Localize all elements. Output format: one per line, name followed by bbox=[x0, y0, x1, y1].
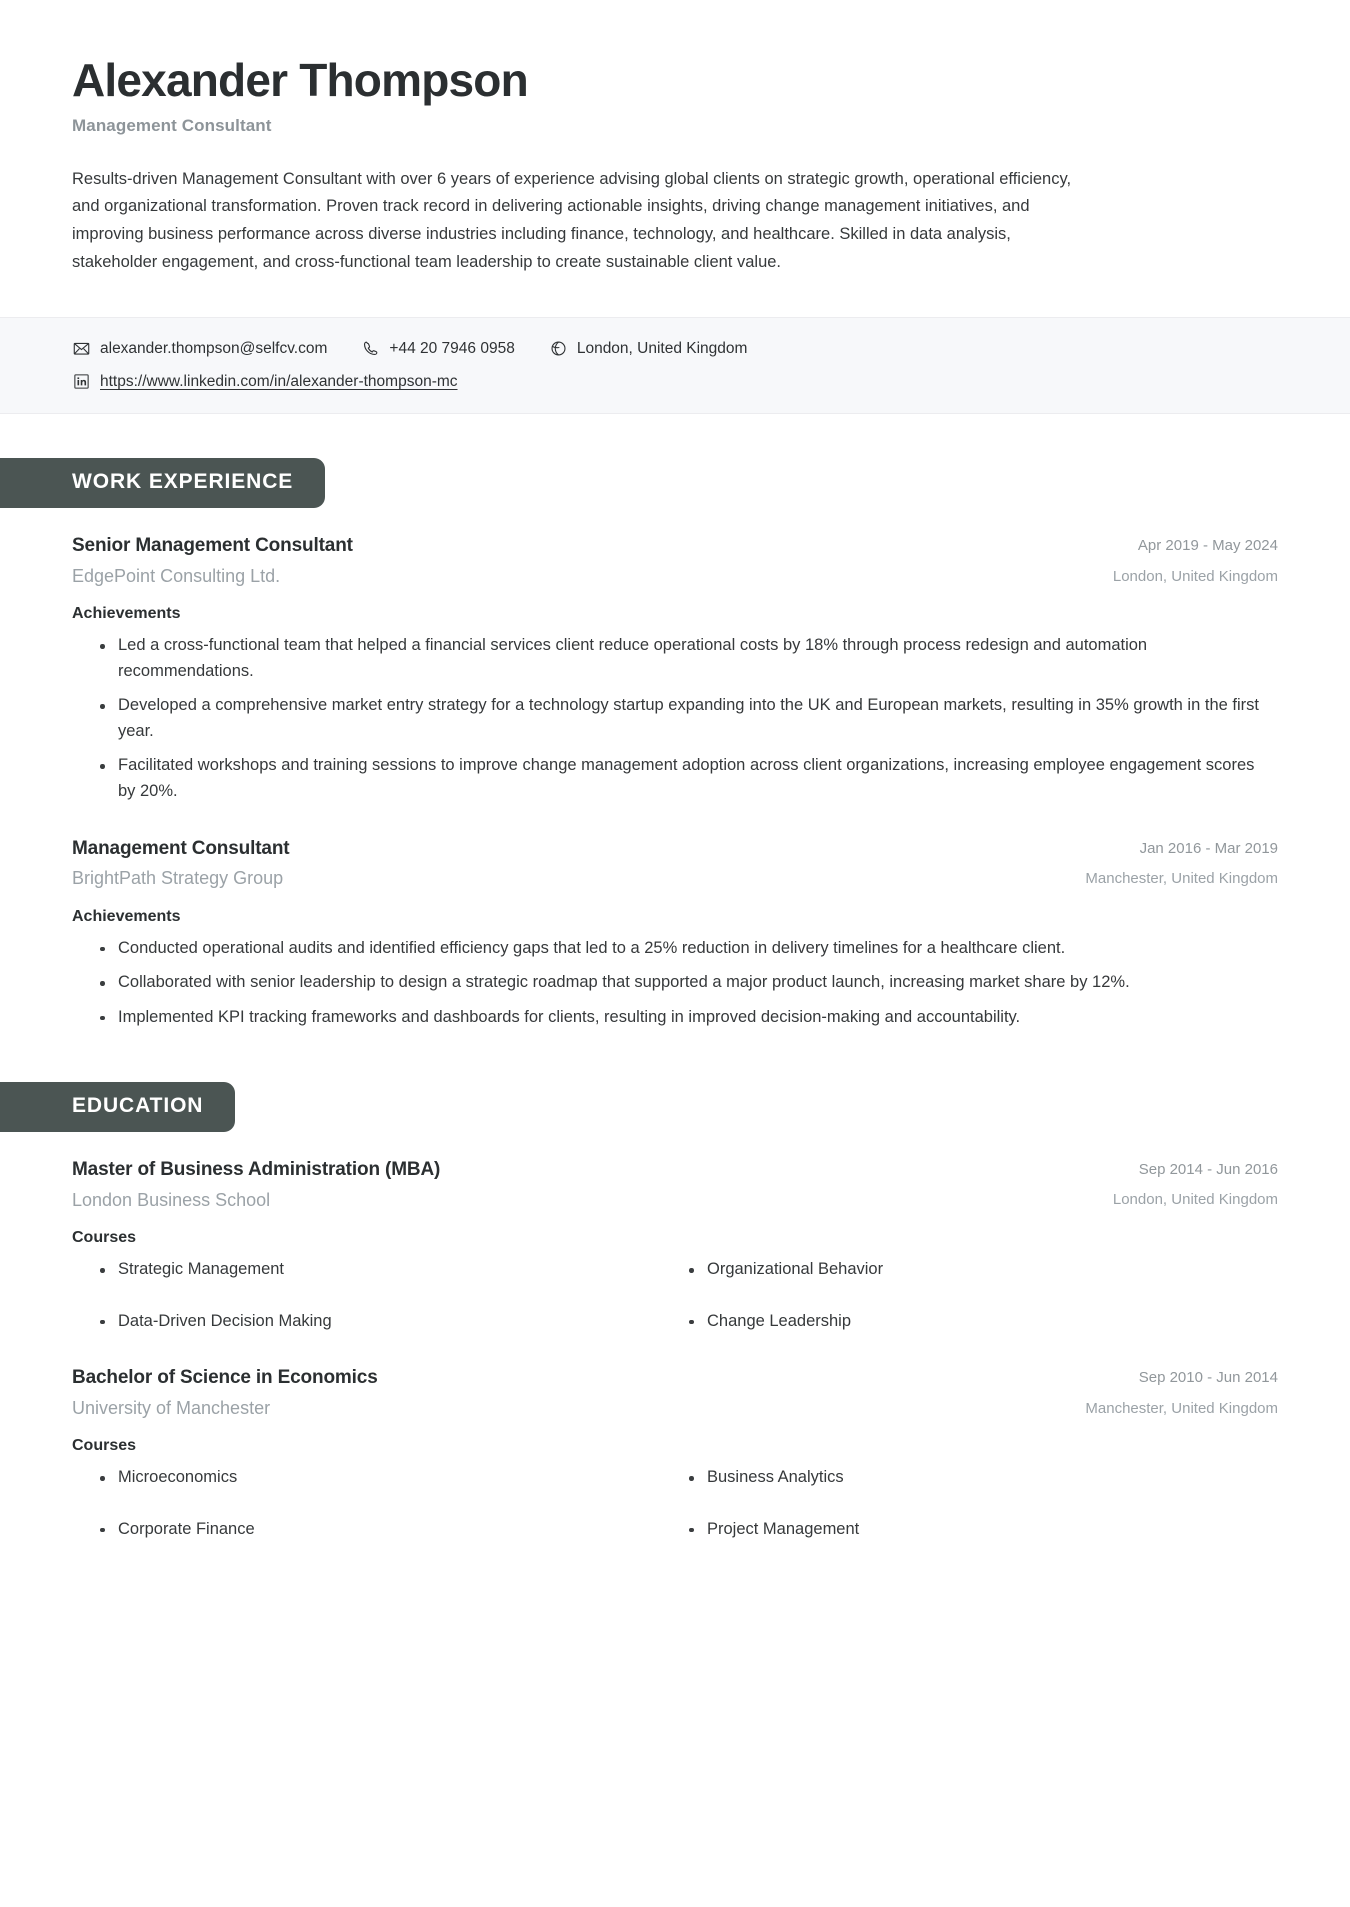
section-body-education bbox=[0, 1158, 1350, 1568]
course-item: Corporate Finance bbox=[118, 1517, 689, 1543]
education-entry-right bbox=[1085, 1366, 1278, 1418]
work-entry-left bbox=[72, 837, 1061, 891]
education-entry-courses-label: Courses bbox=[72, 1437, 137, 1455]
linkedin-icon bbox=[72, 372, 91, 391]
achievement-item: Implemented KPI tracking frameworks and dashboards for clients, resulting in improved decision-making and accountability. bbox=[118, 1005, 1278, 1031]
course-item: Change Leadership bbox=[707, 1309, 1278, 1335]
course-item: Organizational Behavior bbox=[707, 1257, 1278, 1283]
contact-phone-text: +44 20 7946 0958 bbox=[389, 339, 515, 357]
contact-email-text: alexander.thompson@selfcv.com bbox=[100, 339, 328, 357]
work-entry-title: Senior Management Consultant bbox=[72, 535, 353, 557]
education-entry-left bbox=[72, 1366, 1061, 1420]
section-badge-education: EDUCATION bbox=[0, 1082, 235, 1132]
work-entry-left bbox=[72, 534, 1089, 588]
contact-bar bbox=[0, 317, 1350, 414]
education-entry-degree: Bachelor of Science in Economics bbox=[72, 1367, 378, 1389]
course-item: Project Management bbox=[707, 1517, 1278, 1543]
work-entry-location: London, United Kingdom bbox=[1112, 567, 1278, 585]
education-entry bbox=[72, 1366, 1278, 1568]
work-entry-organization: BrightPath Strategy Group bbox=[72, 868, 284, 889]
education-entry-date: Sep 2014 - Jun 2016 bbox=[1138, 1160, 1278, 1178]
education-entry-courses-list bbox=[72, 1465, 1278, 1568]
education-entry bbox=[72, 1158, 1278, 1360]
contact-email[interactable] bbox=[72, 339, 327, 358]
contact-linkedin-text[interactable]: https://www.linkedin.com/in/alexander-thompson-mc bbox=[100, 372, 458, 390]
education-entry-courses-label: Courses bbox=[72, 1229, 137, 1247]
work-entry-right bbox=[1113, 534, 1278, 586]
achievement-item: Collaborated with senior leadership to design a strategic roadmap that supported a major product launch, increasing market share by 12%. bbox=[118, 970, 1278, 996]
work-entry-location: Manchester, United Kingdom bbox=[1085, 870, 1278, 888]
course-item: Business Analytics bbox=[707, 1465, 1278, 1491]
contact-row-primary bbox=[72, 339, 1278, 358]
candidate-job-title: Management Consultant bbox=[72, 115, 272, 135]
achievement-item: Conducted operational audits and identified efficiency gaps that led to a 25% reduction in delivery timelines for a healthcare client. bbox=[118, 936, 1278, 962]
envelope-icon bbox=[72, 339, 91, 358]
course-item: Strategic Management bbox=[118, 1257, 689, 1283]
work-entry-achievements-label: Achievements bbox=[72, 605, 181, 623]
education-entry-right bbox=[1113, 1158, 1278, 1210]
contact-linkedin[interactable] bbox=[72, 372, 458, 391]
contact-phone[interactable] bbox=[361, 339, 514, 358]
achievement-item: Developed a comprehensive market entry strategy for a technology startup expanding into the UK and European markets, resulting in 35% growth in the first year. bbox=[118, 693, 1278, 744]
work-entry-head bbox=[72, 837, 1278, 891]
professional-summary: Results-driven Management Consultant with over 6 years of experience advising global clients on strategic growth, operational efficiency, and organizational transformation. Proven track record in delivering actionable insights, driving change management initiatives, and improving business performance across diverse industries including finance, technology, and healthcare. Skilled in data analysis, stakeholder engagement, and cross-functional team leadership to create sustainable client value. bbox=[72, 169, 1072, 271]
section-work-experience bbox=[0, 458, 1350, 1030]
education-entry-degree: Master of Business Administration (MBA) bbox=[72, 1158, 441, 1180]
education-entry-school: University of Manchester bbox=[72, 1397, 271, 1418]
work-entry-achievements-list bbox=[72, 633, 1278, 804]
resume-header bbox=[0, 0, 1350, 276]
work-entry-date: Apr 2019 - May 2024 bbox=[1137, 537, 1278, 555]
education-entry-school: London Business School bbox=[72, 1189, 271, 1210]
phone-icon bbox=[361, 339, 380, 358]
globe-pin-icon bbox=[549, 339, 568, 358]
contact-row-secondary bbox=[72, 372, 1278, 391]
achievement-item: Facilitated workshops and training sessions to improve change management adoption across client organizations, increasing employee engagement scores by 20%. bbox=[118, 753, 1278, 804]
work-entry-right bbox=[1085, 837, 1278, 889]
achievement-item: Led a cross-functional team that helped a financial services client reduce operational costs by 18% through process redesign and automation recommendations. bbox=[118, 633, 1278, 684]
work-entry bbox=[72, 534, 1278, 804]
section-badge-work-experience: WORK EXPERIENCE bbox=[0, 458, 325, 508]
work-entry-achievements-list bbox=[72, 936, 1278, 1031]
education-entry-head bbox=[72, 1158, 1278, 1212]
course-item: Microeconomics bbox=[118, 1465, 689, 1491]
course-item: Data-Driven Decision Making bbox=[118, 1309, 689, 1335]
section-body-work-experience bbox=[0, 534, 1350, 1030]
contact-location-text: London, United Kingdom bbox=[576, 339, 748, 357]
education-entry-location: Manchester, United Kingdom bbox=[1085, 1399, 1278, 1417]
education-entry-left bbox=[72, 1158, 1089, 1212]
work-entry-organization: EdgePoint Consulting Ltd. bbox=[72, 565, 281, 586]
education-entry-head bbox=[72, 1366, 1278, 1420]
section-education bbox=[0, 1082, 1350, 1568]
work-entry-title: Management Consultant bbox=[72, 837, 290, 859]
work-entry-head bbox=[72, 534, 1278, 588]
work-entry bbox=[72, 837, 1278, 1031]
work-entry-achievements-label: Achievements bbox=[72, 907, 181, 925]
candidate-name: Alexander Thompson bbox=[72, 54, 528, 106]
education-entry-location: London, United Kingdom bbox=[1112, 1191, 1278, 1209]
education-entry-date: Sep 2010 - Jun 2014 bbox=[1138, 1369, 1278, 1387]
contact-location bbox=[549, 339, 748, 358]
work-entry-date: Jan 2016 - Mar 2019 bbox=[1139, 839, 1278, 857]
education-entry-courses-list bbox=[72, 1257, 1278, 1360]
